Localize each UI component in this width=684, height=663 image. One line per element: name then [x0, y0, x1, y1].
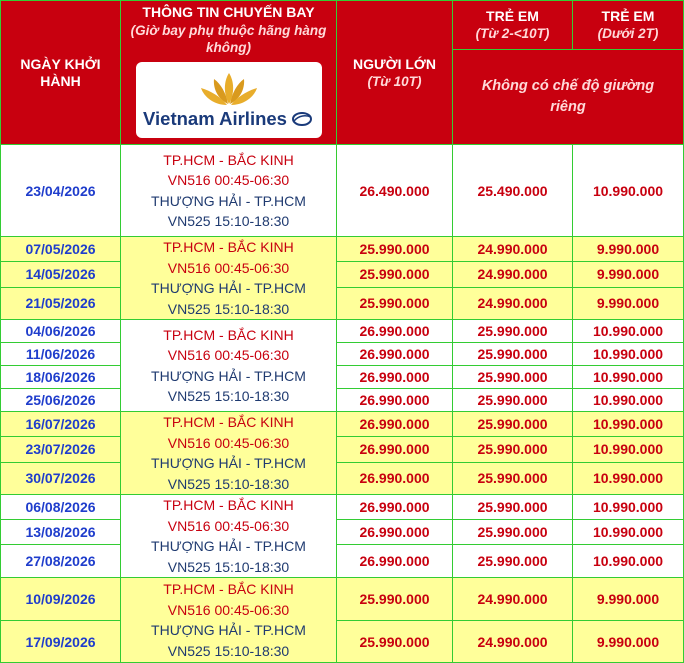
- table-row: [1, 389, 684, 412]
- no-bed-note-cell: [453, 50, 684, 145]
- child-price-cell: 25.990.000: [453, 320, 573, 343]
- outbound-flight: VN516 00:45-06:30: [167, 517, 290, 534]
- child-price-cell: 25.990.000: [453, 343, 573, 366]
- infant-header: [573, 1, 684, 50]
- departure-date-header-label: NGÀY KHỞI HÀNH: [20, 55, 101, 89]
- return-flight: VN525 15:10-18:30: [167, 213, 290, 229]
- flight-info-header-note: (Giờ bay phụ thuộc hãng hàng không): [130, 23, 327, 55]
- flight-info-cell: [121, 495, 337, 578]
- departure-date-cell: 25/06/2026: [1, 389, 121, 412]
- adult-price-cell: 26.990.000: [337, 366, 453, 389]
- flight-info-header-title: THÔNG TIN CHUYẾN BAY: [142, 4, 315, 20]
- adult-price-cell: 26.990.000: [337, 495, 453, 520]
- adult-price-cell: 25.990.000: [337, 262, 453, 287]
- table-row: [1, 621, 684, 663]
- infant-price-cell: 10.990.000: [573, 366, 684, 389]
- child-price-cell: 25.990.000: [453, 412, 573, 437]
- return-flight: VN525 15:10-18:30: [167, 558, 290, 575]
- outbound-route: TP.HCM - BẮC KINH: [163, 326, 294, 343]
- departure-date-cell: 07/05/2026: [1, 237, 121, 262]
- child-header: [453, 1, 573, 50]
- adult-price-cell: 25.990.000: [337, 621, 453, 663]
- table-row: [1, 437, 684, 462]
- child-header-title: TRẺ EM: [486, 8, 539, 24]
- infant-price-cell: 9.990.000: [573, 237, 684, 262]
- departure-date-cell: 23/07/2026: [1, 437, 121, 462]
- departure-date-cell: 18/06/2026: [1, 366, 121, 389]
- lotus-icon: [194, 71, 264, 107]
- departure-date-cell: 21/05/2026: [1, 287, 121, 319]
- table-header: [1, 1, 684, 145]
- infant-price-cell: 9.990.000: [573, 262, 684, 287]
- adult-price-cell: 26.990.000: [337, 520, 453, 545]
- return-flight: VN525 15:10-18:30: [167, 388, 290, 404]
- infant-header-note: (Dưới 2T): [597, 26, 659, 41]
- adult-header-note: (Từ 10T): [367, 73, 422, 89]
- adult-price-cell: 25.990.000: [337, 578, 453, 621]
- child-price-cell: 25.990.000: [453, 462, 573, 494]
- adult-price-cell: 26.990.000: [337, 545, 453, 578]
- infant-price-cell: 10.990.000: [573, 520, 684, 545]
- departure-date-cell: 27/08/2026: [1, 545, 121, 578]
- adult-price-cell: 26.990.000: [337, 320, 453, 343]
- infant-price-cell: 10.990.000: [573, 320, 684, 343]
- table-row: [1, 462, 684, 494]
- adult-price-cell: 26.990.000: [337, 412, 453, 437]
- outbound-flight: VN516 00:45-06:30: [167, 259, 290, 276]
- departure-date-cell: 10/09/2026: [1, 578, 121, 621]
- departure-date-cell: 14/05/2026: [1, 262, 121, 287]
- infant-price-cell: 9.990.000: [573, 621, 684, 663]
- child-price-cell: 25.990.000: [453, 495, 573, 520]
- vietnam-airlines-logo: [136, 62, 322, 138]
- table-row: [1, 545, 684, 578]
- flight-info-cell: [121, 578, 337, 663]
- airline-logo-text: [143, 108, 314, 130]
- infant-price-cell: 10.990.000: [573, 545, 684, 578]
- infant-price-cell: 10.990.000: [573, 495, 684, 520]
- adult-price-cell: 25.990.000: [337, 287, 453, 319]
- return-flight: VN525 15:10-18:30: [167, 475, 290, 492]
- outbound-route: TP.HCM - BẮC KINH: [163, 581, 294, 597]
- table-row: [1, 495, 684, 520]
- table-row: [1, 343, 684, 366]
- child-price-cell: 25.990.000: [453, 389, 573, 412]
- adult-price-cell: 26.490.000: [337, 145, 453, 237]
- flight-info-cell: [121, 237, 337, 320]
- return-flight: VN525 15:10-18:30: [167, 642, 290, 659]
- child-price-cell: 24.990.000: [453, 287, 573, 319]
- skyteam-icon: [290, 111, 314, 127]
- adult-price-cell: 26.990.000: [337, 389, 453, 412]
- infant-price-cell: 9.990.000: [573, 578, 684, 621]
- adult-price-cell: 26.990.000: [337, 343, 453, 366]
- adult-price-cell: 25.990.000: [337, 237, 453, 262]
- infant-price-cell: 9.990.000: [573, 287, 684, 319]
- child-price-cell: 25.990.000: [453, 545, 573, 578]
- child-header-note: (Từ 2-<10T): [475, 26, 550, 41]
- departure-date-cell: 30/07/2026: [1, 462, 121, 494]
- table-row: [1, 366, 684, 389]
- flight-info-cell: [121, 320, 337, 412]
- adult-header-title: NGƯỜI LỚN: [353, 55, 436, 72]
- child-price-cell: 25.990.000: [453, 366, 573, 389]
- child-price-cell: 25.990.000: [453, 437, 573, 462]
- outbound-flight: VN516 00:45-06:30: [167, 601, 290, 618]
- departure-date-cell: 04/06/2026: [1, 320, 121, 343]
- infant-price-cell: 10.990.000: [573, 389, 684, 412]
- departure-date-cell: 11/06/2026: [1, 343, 121, 366]
- table-row: [1, 412, 684, 437]
- child-price-cell: 25.990.000: [453, 520, 573, 545]
- departure-date-header: [1, 1, 121, 145]
- adult-price-cell: 26.990.000: [337, 462, 453, 494]
- return-route: THƯỢNG HẢI - TP.HCM: [151, 367, 306, 384]
- child-price-cell: 25.490.000: [453, 145, 573, 237]
- outbound-route: TP.HCM - BẮC KINH: [163, 497, 294, 513]
- departure-date-cell: 16/07/2026: [1, 412, 121, 437]
- return-route: THƯỢNG HẢI - TP.HCM: [151, 455, 306, 471]
- flight-info-header: [121, 1, 337, 145]
- no-bed-note: Không có chế độ giường riêng: [481, 78, 655, 115]
- outbound-route: TP.HCM - BẮC KINH: [163, 151, 294, 168]
- airline-logo-label: Vietnam Airlines: [143, 107, 287, 129]
- adult-price-cell: 26.990.000: [337, 437, 453, 462]
- infant-price-cell: 10.990.000: [573, 437, 684, 462]
- child-price-cell: 24.990.000: [453, 262, 573, 287]
- return-route: THƯỢNG HẢI - TP.HCM: [151, 622, 306, 638]
- flight-info-cell: [121, 145, 337, 237]
- child-price-cell: 24.990.000: [453, 621, 573, 663]
- table-row: [1, 320, 684, 343]
- outbound-flight: VN516 00:45-06:30: [167, 434, 290, 451]
- child-price-cell: 24.990.000: [453, 578, 573, 621]
- table-row: [1, 287, 684, 319]
- infant-price-cell: 10.990.000: [573, 343, 684, 366]
- table-row: [1, 578, 684, 621]
- infant-header-title: TRẺ EM: [601, 8, 655, 24]
- flight-info-cell: [121, 412, 337, 495]
- outbound-route: TP.HCM - BẮC KINH: [163, 414, 294, 430]
- return-route: THƯỢNG HẢI - TP.HCM: [151, 280, 306, 296]
- return-route: THƯỢNG HẢI - TP.HCM: [151, 538, 306, 554]
- table-row: [1, 262, 684, 287]
- departure-date-cell: 13/08/2026: [1, 520, 121, 545]
- table-row: [1, 520, 684, 545]
- outbound-flight: VN516 00:45-06:30: [167, 172, 290, 188]
- adult-header: [337, 1, 453, 145]
- outbound-flight: VN516 00:45-06:30: [167, 347, 290, 363]
- price-table-body: [1, 145, 684, 663]
- table-row: [1, 145, 684, 237]
- departure-date-cell: 17/09/2026: [1, 621, 121, 663]
- infant-price-cell: 10.990.000: [573, 462, 684, 494]
- outbound-route: TP.HCM - BẮC KINH: [163, 239, 294, 255]
- table-row: [1, 237, 684, 262]
- departure-date-cell: 23/04/2026: [1, 145, 121, 237]
- departure-date-cell: 06/08/2026: [1, 495, 121, 520]
- infant-price-cell: 10.990.000: [573, 145, 684, 237]
- infant-price-cell: 10.990.000: [573, 412, 684, 437]
- child-price-cell: 24.990.000: [453, 237, 573, 262]
- return-route: THƯỢNG HẢI - TP.HCM: [151, 192, 306, 209]
- return-flight: VN525 15:10-18:30: [167, 300, 290, 317]
